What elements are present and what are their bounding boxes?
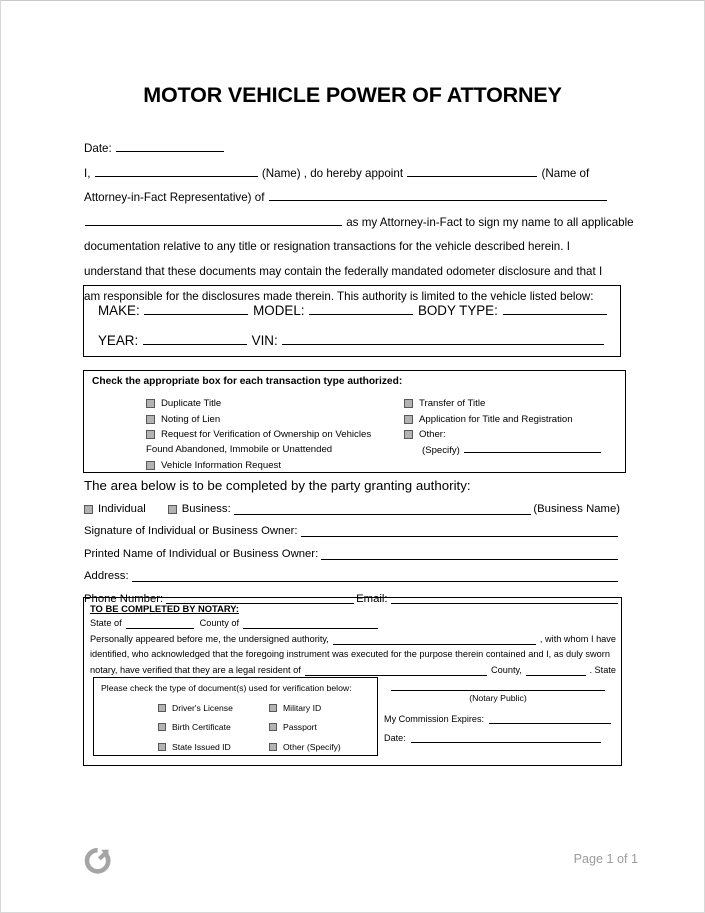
checkbox-icon[interactable] [269,743,277,751]
checkbox-other[interactable] [404,427,629,442]
page-title: MOTOR VEHICLE POWER OF ATTORNEY [143,83,562,107]
commission-expires-row [384,713,612,724]
checkbox-application-title-registration[interactable] [404,411,629,426]
legal-resident-label: notary, have verified that they are a legal resident of [90,664,301,675]
transaction-types-box [83,370,626,473]
resident-county-rule[interactable] [305,665,487,676]
vin-label: VIN: [251,333,278,348]
notary-signature-block [384,680,612,743]
checkbox-duplicate-title[interactable] [146,396,446,411]
business-name-rule[interactable] [234,504,532,515]
body-type-input-rule[interactable] [503,301,607,315]
resident-state-rule[interactable] [526,665,586,676]
checkbox-icon[interactable] [146,399,155,408]
notary-date-label: Date: [384,732,406,743]
name-paren-label: (Name) , do hereby appoint [261,166,404,180]
checkbox-icon[interactable] [404,399,413,408]
intro-body [84,137,634,309]
checkbox-state-issued-id[interactable] [158,737,258,757]
email-label: Email: [356,592,388,605]
checkbox-noting-of-lien[interactable] [146,411,446,426]
checkbox-individual-icon[interactable] [84,505,93,514]
checkbox-icon[interactable] [158,723,166,731]
i-label: I, [84,166,91,180]
printed-name-label: Printed Name of Individual or Business Owner: [84,547,319,560]
checkbox-icon[interactable] [269,723,277,731]
transaction-right-column [404,396,629,458]
appeared-label: Personally appeared before me, the undersigned authority, [90,633,329,644]
year-label: YEAR: [98,333,139,348]
signature-rule[interactable] [301,526,619,537]
appeared-name-rule[interactable] [333,634,536,645]
granting-authority-heading: The area below is to be completed by the party granting authority: [84,478,471,493]
checkbox-business-icon[interactable] [168,505,177,514]
checkbox-label: Other: [419,428,446,440]
county-of-label: County, [490,664,522,675]
vehicle-row-2 [98,326,606,356]
commission-expires-label: My Commission Expires: [384,713,485,724]
checkbox-military-id[interactable] [269,698,379,718]
verification-column-left [158,698,258,757]
checkbox-icon[interactable] [146,415,155,424]
checkbox-drivers-license[interactable] [158,698,258,718]
with-whom-label: , with whom I have [539,633,616,644]
signature-row [84,520,620,542]
notary-section-box [83,597,622,766]
county-label: County of [199,618,239,628]
checkbox-icon[interactable] [404,415,413,424]
phone-label: Phone Number: [84,592,164,605]
granting-authority-section [84,475,620,610]
checkbox-icon[interactable] [146,430,155,439]
verification-heading: Please check the type of document(s) used for verification below: [101,683,352,693]
checkbox-other-specify[interactable] [269,737,379,757]
signature-label: Signature of Individual or Business Owner: [84,525,298,538]
vehicle-row-1 [98,296,606,326]
year-input-rule[interactable] [143,331,247,345]
checkbox-vehicle-information-request[interactable] [146,458,446,473]
notary-date-row [384,732,612,743]
checkbox-label: State Issued ID [172,741,231,752]
checkbox-transfer-of-title[interactable] [404,396,629,411]
business-name-paren: (Business Name) [533,503,620,515]
county-rule[interactable] [243,618,378,629]
checkbox-passport[interactable] [269,718,379,738]
entity-type-row [84,498,620,520]
other-specify-row [404,442,629,457]
verification-documents-box [93,677,378,756]
checkbox-label: Request for Verification of Ownership on Vehicles [161,428,372,440]
address-rule[interactable] [132,571,618,582]
notary-signature-rule[interactable] [391,690,605,691]
verification-continuation-text: Found Abandoned, Immobile or Unattended [146,444,333,456]
state-suffix-label: . State [589,664,616,675]
aif-address-rule-2[interactable] [85,215,342,226]
business-label: Business: [181,503,231,515]
verification-column-right [269,698,379,757]
checkbox-birth-certificate[interactable] [158,718,258,738]
principal-name-rule[interactable] [95,166,258,177]
vin-input-rule[interactable] [282,331,604,345]
state-rule[interactable] [126,618,194,629]
checkbox-label: Application for Title and Registration [419,413,573,425]
appoint-line-2 [84,186,620,211]
transaction-left-column [146,396,446,473]
commission-expires-rule[interactable] [489,713,611,724]
page-indicator: Page 1 of 1 [573,852,638,866]
checkbox-request-verification-ownership[interactable] [146,427,446,442]
specify-label: (Specify) [422,445,460,457]
checkbox-icon[interactable] [158,704,166,712]
checkbox-label: Other (Specify) [283,741,341,752]
individual-label: Individual [98,503,146,515]
checkbox-label: Driver's License [172,702,233,713]
model-label: MODEL: [253,303,305,318]
date-blank-rule[interactable] [116,141,224,152]
checkbox-label: Passport [283,722,317,733]
checkbox-label: Transfer of Title [419,398,486,410]
notary-date-rule[interactable] [411,732,601,743]
printed-name-rule[interactable] [321,549,618,560]
printed-name-row [84,543,620,565]
attorney-name-rule[interactable] [407,166,537,177]
make-input-rule[interactable] [144,301,248,315]
checkbox-icon[interactable] [404,430,413,439]
make-label: MAKE: [98,303,140,318]
as-my-aif-label: as my Attorney-in-Fact to sign my name to all applicable [346,215,634,229]
other-specify-rule[interactable] [464,442,601,453]
notary-public-caption: (Notary Public) [469,693,527,703]
checkbox-label: Military ID [283,702,322,713]
transaction-types-heading: Check the appropriate box for each transaction type authorized: [92,376,403,387]
checkbox-icon[interactable] [158,743,166,751]
vehicle-info-box [83,285,621,357]
acknowledged-row: identified, who acknowledged that the foregoing instrument was executed for the purpose therein contained and I, as duly sworn [90,649,610,660]
state-label: State of [90,618,122,628]
appoint-line-3 [84,211,634,236]
checkbox-label: Birth Certificate [172,722,231,733]
date-label: Date: [84,142,112,155]
aif-address-rule[interactable] [269,190,607,201]
checkbox-label: Noting of Lien [161,413,221,425]
address-row [84,565,620,587]
circle-arrow-logo-icon [83,846,113,876]
checkbox-icon[interactable] [146,461,155,470]
aif-rep-label: Attorney-in-Fact Representative) of [84,191,265,205]
date-line [84,137,620,162]
checkbox-icon[interactable] [269,704,277,712]
model-input-rule[interactable] [309,301,413,315]
name-of-label: (Name of [541,166,590,180]
intro-paragraph: documentation relative to any title or resignation transactions for the vehicle described herein. I understand that these documents may contain the federally mandated odometer disclosure and that I am responsible for the disclosures made therein. This authority is limited to the vehicle listed below: [84,240,603,303]
appoint-line-1 [84,162,620,187]
body-type-label: BODY TYPE: [417,303,498,318]
notary-heading: TO BE COMPLETED BY NOTARY: [90,603,239,614]
address-label: Address: [84,570,129,583]
appeared-before-row [90,632,616,648]
state-county-row [90,616,616,632]
checkbox-label: Vehicle Information Request [161,459,281,471]
checkbox-label: Duplicate Title [161,398,222,410]
